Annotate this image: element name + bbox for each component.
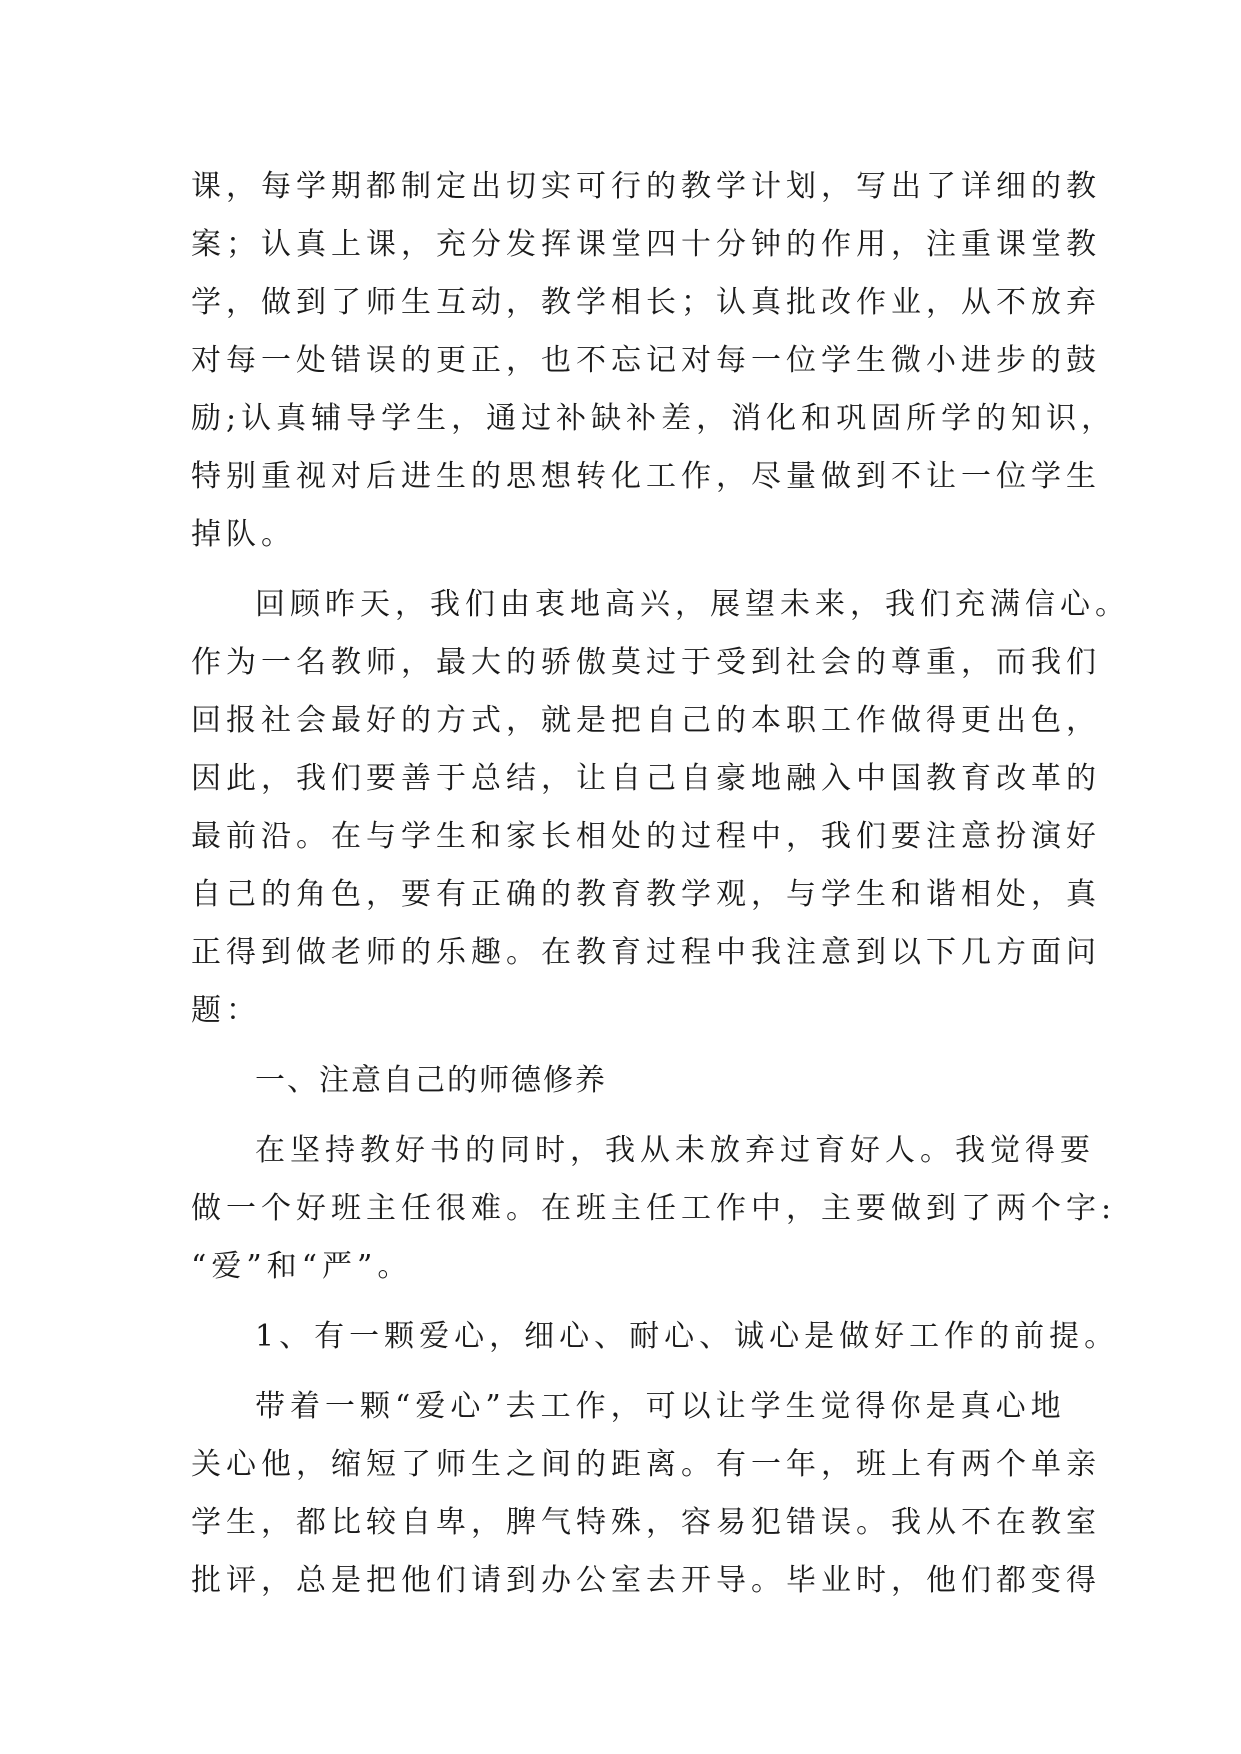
text-line: 正得到做老师的乐趣。在教育过程中我注意到以下几方面问 — [191, 935, 1101, 970]
text-line: 关心他，缩短了师生之间的距离。有一年，班上有两个单亲 — [191, 1447, 1101, 1482]
paragraph-spacer — [191, 1110, 1061, 1122]
text-line: 案；认真上课，充分发挥课堂四十分钟的作用，注重课堂教 — [191, 227, 1101, 262]
paragraph — [191, 158, 1117, 564]
text-line: 在坚持教好书的同时，我从未放弃过育好人。我觉得要 — [255, 1133, 1095, 1168]
heading-text: 一、注意自己的师德修养 — [255, 1063, 607, 1098]
paragraph — [191, 1122, 1117, 1296]
text-line: 批评，总是把他们请到办公室去开导。毕业时，他们都变得 — [191, 1563, 1101, 1598]
text-line: 做一个好班主任很难。在班主任工作中，主要做到了两个字: — [191, 1191, 1117, 1226]
paragraph-spacer — [191, 1296, 1061, 1308]
paragraph-spacer — [191, 564, 1061, 576]
text-line: 学生，都比较自卑，脾气特殊，容易犯错误。我从不在教室 — [191, 1505, 1101, 1540]
text-line: 回报社会最好的方式，就是把自己的本职工作做得更出色， — [191, 703, 1101, 738]
document-body — [191, 158, 1130, 1610]
paragraph-spacer — [191, 1366, 1061, 1378]
text-line: 回顾昨天，我们由衷地高兴，展望未来，我们充满信心。 — [255, 587, 1130, 622]
text-line: 自己的角色，要有正确的教育教学观，与学生和谐相处，真 — [191, 877, 1101, 912]
paragraph-spacer — [191, 1040, 1061, 1052]
text-line: 题： — [191, 993, 261, 1028]
text-line: 带着一颗“爱心”去工作，可以让学生觉得你是真心地 — [255, 1389, 1066, 1424]
section-heading — [191, 1052, 1061, 1110]
text-line: 最前沿。在与学生和家长相处的过程中，我们要注意扮演好 — [191, 819, 1101, 854]
text-line: 特别重视对后进生的思想转化工作，尽量做到不让一位学生 — [191, 459, 1101, 494]
text-line: 作为一名教师，最大的骄傲莫过于受到社会的尊重，而我们 — [191, 645, 1101, 680]
text-line: 对每一处错误的更正，也不忘记对每一位学生微小进步的鼓 — [191, 343, 1101, 378]
text-line: “爱”和“严”。 — [191, 1249, 413, 1284]
text-line: 因此，我们要善于总结，让自己自豪地融入中国教育改革的 — [191, 761, 1101, 796]
text-line: 学，做到了师生互动，教学相长；认真批改作业，从不放弃 — [191, 285, 1101, 320]
text-line: 掉队。 — [191, 517, 296, 552]
paragraph — [191, 1308, 1120, 1366]
text-line: 励;认真辅导学生，通过补缺补差，消化和巩固所学的知识， — [191, 401, 1117, 436]
text-line: 课，每学期都制定出切实可行的教学计划，写出了详细的教 — [191, 169, 1101, 204]
paragraph — [191, 1378, 1101, 1610]
text-line: 1、有一颗爱心，细心、耐心、诚心是做好工作的前提。 — [255, 1319, 1120, 1354]
paragraph — [191, 576, 1130, 1040]
